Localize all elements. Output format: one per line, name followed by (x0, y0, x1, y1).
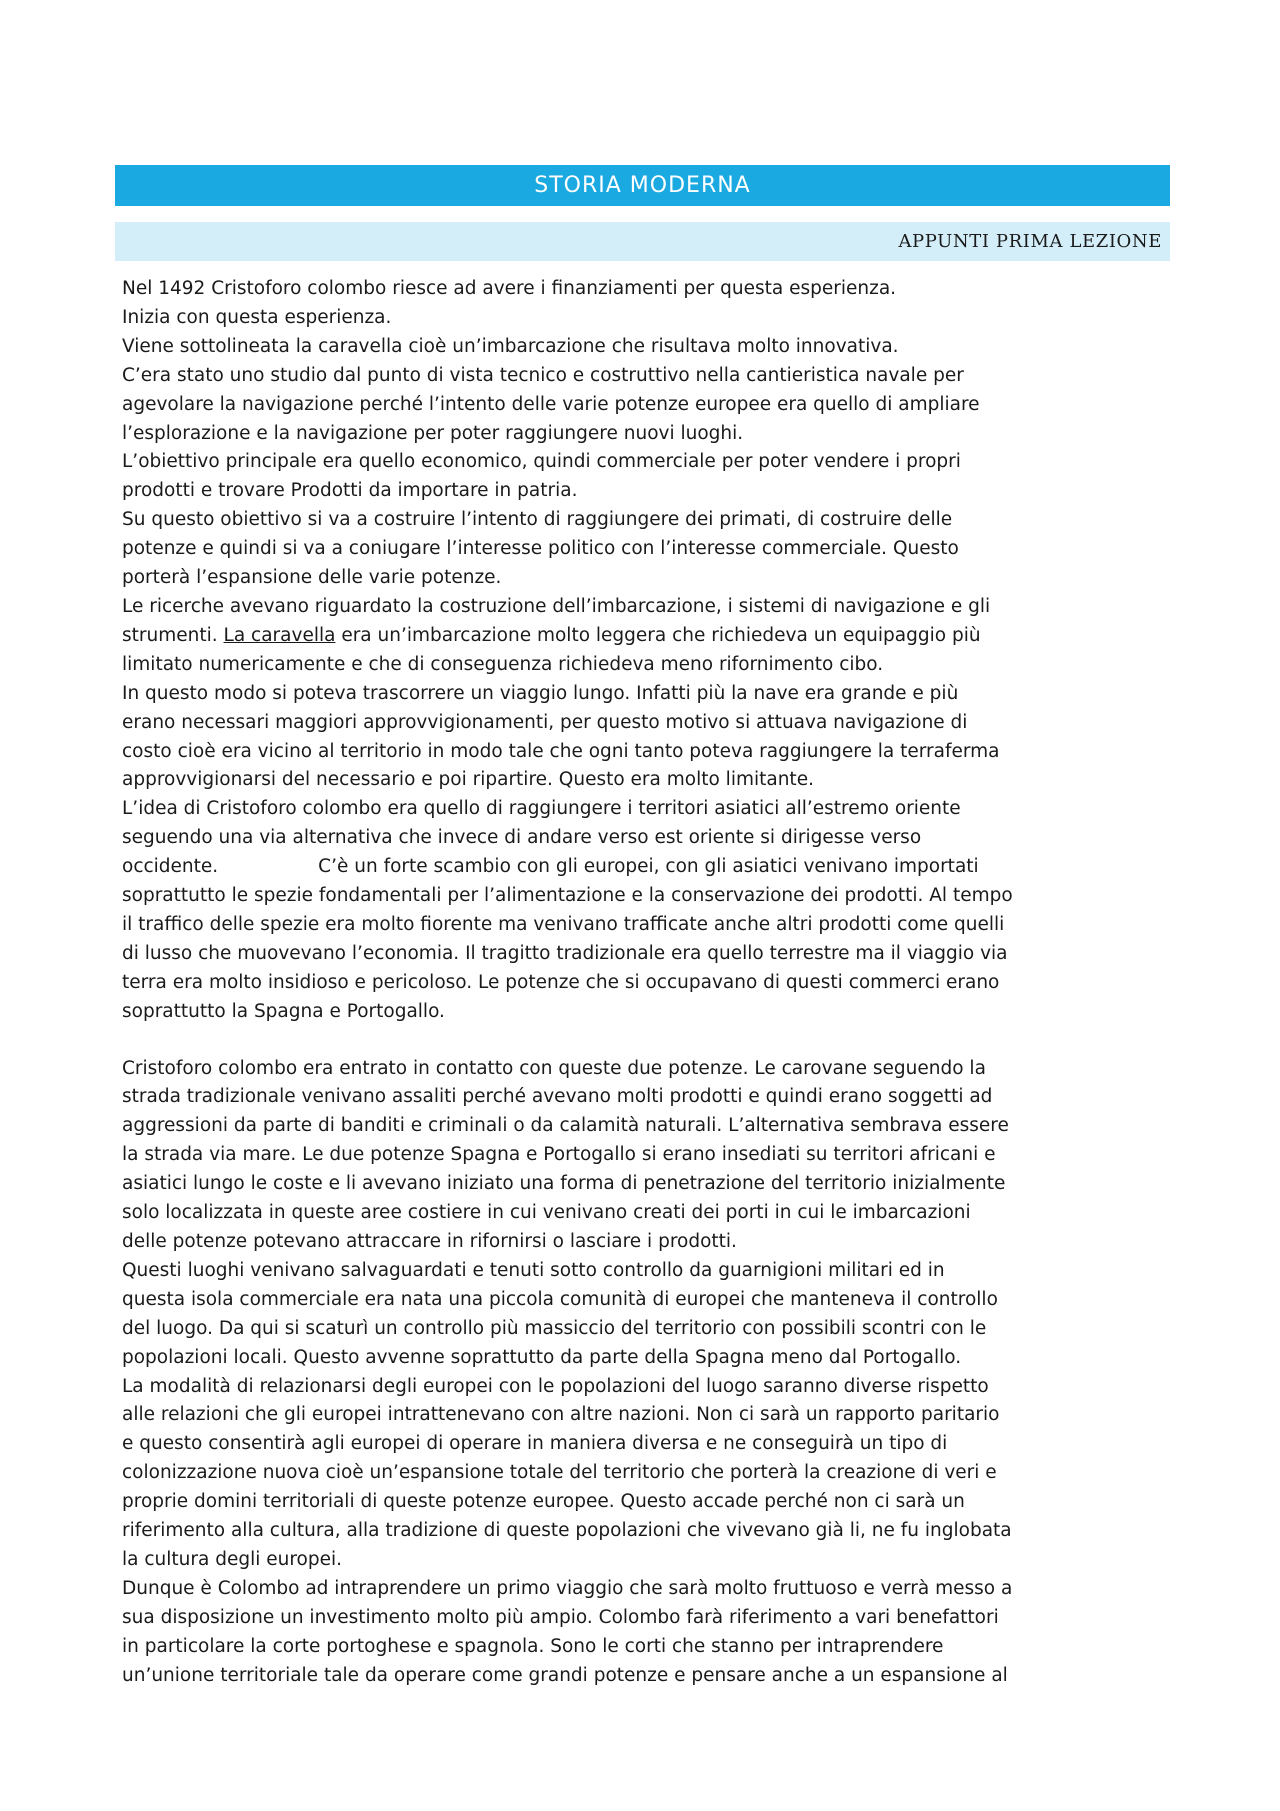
document-subtitle-text: APPUNTI PRIMA LEZIONE (898, 231, 1162, 252)
text-line: L’obiettivo principale era quello economico, quindi commerciale per poter vendere i propri (122, 451, 961, 473)
text-line: proprie domini territoriali di queste potenze europee. Questo accade perché non ci sarà un (122, 1491, 965, 1513)
text-line: L’idea di Cristoforo colombo era quello di raggiungere i territori asiatici all’estremo oriente (122, 798, 961, 820)
document-subtitle (115, 222, 1170, 261)
text-line: limitato numericamente e che di conseguenza richiedeva meno rifornimento cibo. (122, 653, 884, 675)
paragraph-block-3 (122, 882, 1172, 1027)
text-line: agevolare la navigazione perché l’intento delle varie potenze europee era quello di ampliare (122, 393, 980, 415)
text-line: porterà l’espansione delle varie potenze. (122, 567, 502, 589)
text-line: seguendo una via alternativa che invece di andare verso est oriente si dirigesse verso (122, 827, 922, 849)
text-line: in particolare la corte portoghese e spagnola. Sono le corti che stanno per intraprendere (122, 1635, 944, 1657)
text-line: approvvigionarsi del necessario e poi ripartire. Questo era molto limitante. (122, 769, 814, 791)
text-line: strada tradizionale venivano assaliti perché avevano molti prodotti e quindi erano soggetti ad (122, 1086, 993, 1108)
paragraph-block-4 (122, 1055, 1172, 1691)
text-line: Cristoforo colombo era entrato in contatto con queste due potenze. Le carovane seguendo la (122, 1057, 986, 1079)
text-line: Le ricerche avevano riguardato la costruzione dell’imbarcazione, i sistemi di navigazione e gli (122, 595, 991, 617)
text-line-occidente (122, 853, 1172, 882)
text-segment: strumenti. (122, 624, 224, 646)
text-line-caravella (122, 622, 1172, 651)
paragraph-gap (122, 1027, 1172, 1055)
text-segment: C’è un forte scambio con gli europei, con gli asiatici venivano importati (318, 856, 979, 878)
text-line: la cultura degli europei. (122, 1548, 342, 1570)
text-line: Su questo obiettivo si va a costruire l’intento di raggiungere dei primati, di costruire delle (122, 509, 953, 531)
text-line: terra era molto insidioso e pericoloso. Le potenze che si occupavano di questi commerci erano (122, 971, 1000, 993)
text-line: costo cioè era vicino al territorio in modo tale che ogni tanto poteva raggiungere la terraferma (122, 740, 1000, 762)
document-title (115, 165, 1170, 206)
text-line: Dunque è Colombo ad intraprendere un primo viaggio che sarà molto fruttuoso e verrà messo a (122, 1577, 1013, 1599)
text-line: In questo modo si poteva trascorrere un viaggio lungo. Infatti più la nave era grande e più (122, 682, 959, 704)
body-text (122, 275, 1172, 1691)
text-line: un’unione territoriale tale da operare come grandi potenze e pensare anche a un espansione al (122, 1664, 1008, 1686)
text-line: Inizia con questa esperienza. (122, 306, 392, 328)
text-line: riferimento alla cultura, alla tradizione di queste popolazioni che vivevano già li, ne fu inglobata (122, 1520, 1012, 1542)
text-line: popolazioni locali. Questo avvenne soprattutto da parte della Spagna meno dal Portogallo. (122, 1346, 962, 1368)
paragraph-block-2 (122, 651, 1172, 853)
text-line: erano necessari maggiori approvvigionamenti, per questo motivo si attuava navigazione di (122, 711, 968, 733)
text-line: Questi luoghi venivano salvaguardati e tenuti sotto controllo da guarnigioni militari ed in (122, 1259, 945, 1281)
text-segment: occidente. (122, 856, 219, 878)
text-line: Nel 1492 Cristoforo colombo riesce ad avere i finanziamenti per questa esperienza. (122, 278, 897, 299)
text-line: C’era stato uno studio dal punto di vista tecnico e costruttivo nella cantieristica navale per (122, 364, 964, 386)
text-line: Viene sottolineata la caravella cioè un’imbarcazione che risultava molto innovativa. (122, 335, 899, 357)
text-line: soprattutto le spezie fondamentali per l’alimentazione e la conservazione dei prodotti. Al tempo (122, 885, 1013, 907)
text-line: l’esplorazione e la navigazione per poter raggiungere nuovi luoghi. (122, 422, 744, 444)
text-line: questa isola commerciale era nata una piccola comunità di europei che manteneva il controllo (122, 1288, 998, 1310)
underlined-term-caravella: La caravella (223, 624, 336, 646)
text-line: di lusso che muovevano l’economia. Il tragitto tradizionale era quello terrestre ma il viaggio via (122, 942, 1008, 964)
text-line: aggressioni da parte di banditi e criminali o da calamità naturali. L’alternativa sembrava essere (122, 1115, 1009, 1137)
text-segment: era un’imbarcazione molto leggera che richiedeva un equipaggio più (335, 624, 981, 646)
text-line: del luogo. Da qui si scaturì un controllo più massiccio del territorio con possibili scontri con le (122, 1317, 987, 1339)
text-line: il traffico delle spezie era molto fiorente ma venivano trafficate anche altri prodotti come quelli (122, 913, 1005, 935)
text-line: La modalità di relazionarsi degli europei con le popolazioni del luogo saranno diverse rispetto (122, 1375, 989, 1397)
text-line: la strada via mare. Le due potenze Spagna e Portogallo si erano insediati su territori africani e (122, 1144, 996, 1166)
text-line: colonizzazione nuova cioè un’espansione totale del territorio che porterà la creazione di veri e (122, 1462, 997, 1484)
text-line: alle relazioni che gli europei intrattenevano con altre nazioni. Non ci sarà un rapporto paritario (122, 1404, 1000, 1426)
text-line: asiatici lungo le coste e li avevano iniziato una forma di penetrazione del territorio inizialmente (122, 1173, 1006, 1195)
text-line: solo localizzata in queste aree costiere in cui venivano creati dei porti in cui le imbarcazioni (122, 1202, 971, 1224)
paragraph-block-1 (122, 275, 1172, 622)
text-line: soprattutto la Spagna e Portogallo. (122, 1000, 445, 1022)
text-line: potenze e quindi si va a coniugare l’interesse politico con l’interesse commerciale. Questo (122, 538, 959, 560)
text-line: delle potenze potevano attraccare in rifornirsi o lasciare i prodotti. (122, 1231, 737, 1252)
document-title-text: STORIA MODERNA (534, 173, 751, 198)
text-line: prodotti e trovare Prodotti da importare in patria. (122, 480, 578, 502)
text-line: e questo consentirà agli europei di operare in maniera diversa e ne conseguirà un tipo di (122, 1433, 948, 1455)
text-line: sua disposizione un investimento molto più ampio. Colombo farà riferimento a vari benefattori (122, 1606, 999, 1628)
